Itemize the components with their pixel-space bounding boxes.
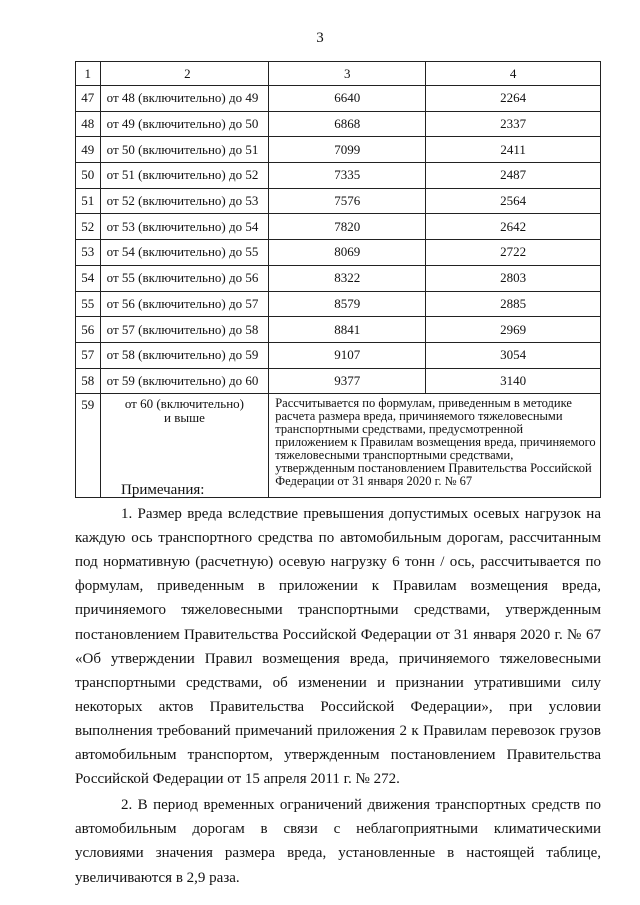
header-cell-2: 2 — [100, 62, 269, 86]
value-col-4: 2885 — [426, 291, 601, 317]
table-row — [76, 291, 601, 317]
row-number: 51 — [76, 188, 101, 214]
range-line-2: и выше — [163, 410, 205, 426]
axle-load-range: от 48 (включительно) до 49 — [100, 86, 269, 112]
value-col-4: 3054 — [426, 342, 601, 368]
header-cell-3: 3 — [269, 62, 426, 86]
value-col-4: 2264 — [426, 86, 601, 112]
formula-note: Рассчитывается по формулам, приведенным в методике расчета размера вреда, причиняемого тяжеловесными транспортными средствами, предусмотренной приложением к Правилам возмещения вреда, причиняемого тяжеловесными транспортными средствами, утвержденным постановлением Правительства Российской Федерации от 31 января 2020 г. № 67 — [269, 394, 601, 498]
row-number: 55 — [76, 291, 101, 317]
value-col-3: 8069 — [269, 240, 426, 266]
value-col-4: 3140 — [426, 368, 601, 394]
row-number: 50 — [76, 163, 101, 189]
value-col-3: 8841 — [269, 317, 426, 343]
note-2: 2. В период временных ограничений движения транспортных средств по автомобильным дорогам в связи с неблагоприятными климатическими условиями значения размера вреда, установленные в настоящей таблице, увеличиваются в 2,9 раза. — [75, 797, 601, 886]
value-col-3: 6868 — [269, 111, 426, 137]
value-col-3: 8579 — [269, 291, 426, 317]
value-col-3: 7335 — [269, 163, 426, 189]
damage-table — [75, 61, 601, 498]
value-col-4: 2722 — [426, 240, 601, 266]
row-number: 52 — [76, 214, 101, 240]
value-col-4: 2487 — [426, 163, 601, 189]
table-row — [76, 240, 601, 266]
table-row — [76, 188, 601, 214]
value-col-4: 2411 — [426, 137, 601, 163]
axle-load-range: от 54 (включительно) до 55 — [100, 240, 269, 266]
axle-load-range: от 50 (включительно) до 51 — [100, 137, 269, 163]
header-cell-4: 4 — [426, 62, 601, 86]
row-number: 58 — [76, 368, 101, 394]
header-cell-1: 1 — [76, 62, 101, 86]
value-col-4: 2803 — [426, 265, 601, 291]
table-row — [76, 342, 601, 368]
axle-load-range: от 58 (включительно) до 59 — [100, 342, 269, 368]
table-row — [76, 111, 601, 137]
range-line-1: от 60 (включительно) — [124, 396, 244, 412]
value-col-3: 9107 — [269, 342, 426, 368]
axle-load-range: от 59 (включительно) до 60 — [100, 368, 269, 394]
axle-load-range: от 51 (включительно) до 52 — [100, 163, 269, 189]
value-col-4: 2564 — [426, 188, 601, 214]
row-number: 53 — [76, 240, 101, 266]
value-col-3: 7820 — [269, 214, 426, 240]
axle-load-range: от 49 (включительно) до 50 — [100, 111, 269, 137]
note-1: 1. Размер вреда вследствие превышения допустимых осевых нагрузок на каждую ось транспортного средства по автомобильным дорогам, рассчитанным под нормативную (расчетную) осевую нагрузку 6 тонн / ось, рассчитывается по формулам, приведенным в приложении к Правилам возмещения вреда, причиняемого тяжеловесными транспортными средствами, утвержденным постановлением Правительства Российской Федерации от 31 января 2020 г. № 67 «Об утверждении Правил возмещения вреда, причиняемого тяжеловесными транспортными средствами, об изменении и признании утратившими силу некоторых актов Правительства Российской Федерации», при условии выполнения требований примечаний приложения 2 к Правилам перевозок грузов автомобильным транспортом, утвержденным постановлением Правительства Российской Федерации от 15 апреля 2011 г. № 272. — [75, 506, 601, 788]
row-number: 54 — [76, 265, 101, 291]
value-col-3: 7576 — [269, 188, 426, 214]
table-row — [76, 163, 601, 189]
axle-load-range: от 53 (включительно) до 54 — [100, 214, 269, 240]
value-col-3: 6640 — [269, 86, 426, 112]
row-number: 49 — [76, 137, 101, 163]
table-row — [76, 368, 601, 394]
row-number: 56 — [76, 317, 101, 343]
axle-load-range: от 52 (включительно) до 53 — [100, 188, 269, 214]
row-number: 47 — [76, 86, 101, 112]
table-row — [76, 214, 601, 240]
axle-load-range: от 57 (включительно) до 58 — [100, 317, 269, 343]
value-col-3: 9377 — [269, 368, 426, 394]
table-header-row — [76, 62, 601, 86]
notes-title: Примечания: — [121, 482, 205, 498]
table-row — [76, 265, 601, 291]
value-col-4: 2969 — [426, 317, 601, 343]
axle-load-range: от 56 (включительно) до 57 — [100, 291, 269, 317]
value-col-3: 8322 — [269, 265, 426, 291]
table-row — [76, 86, 601, 112]
row-number: 59 — [76, 394, 101, 498]
axle-load-range: от 55 (включительно) до 56 — [100, 265, 269, 291]
notes-section — [75, 478, 601, 890]
value-col-3: 7099 — [269, 137, 426, 163]
value-col-4: 2337 — [426, 111, 601, 137]
table-row — [76, 317, 601, 343]
row-number: 48 — [76, 111, 101, 137]
row-number: 57 — [76, 342, 101, 368]
table-row — [76, 137, 601, 163]
value-col-4: 2642 — [426, 214, 601, 240]
page-number: 3 — [316, 30, 324, 46]
